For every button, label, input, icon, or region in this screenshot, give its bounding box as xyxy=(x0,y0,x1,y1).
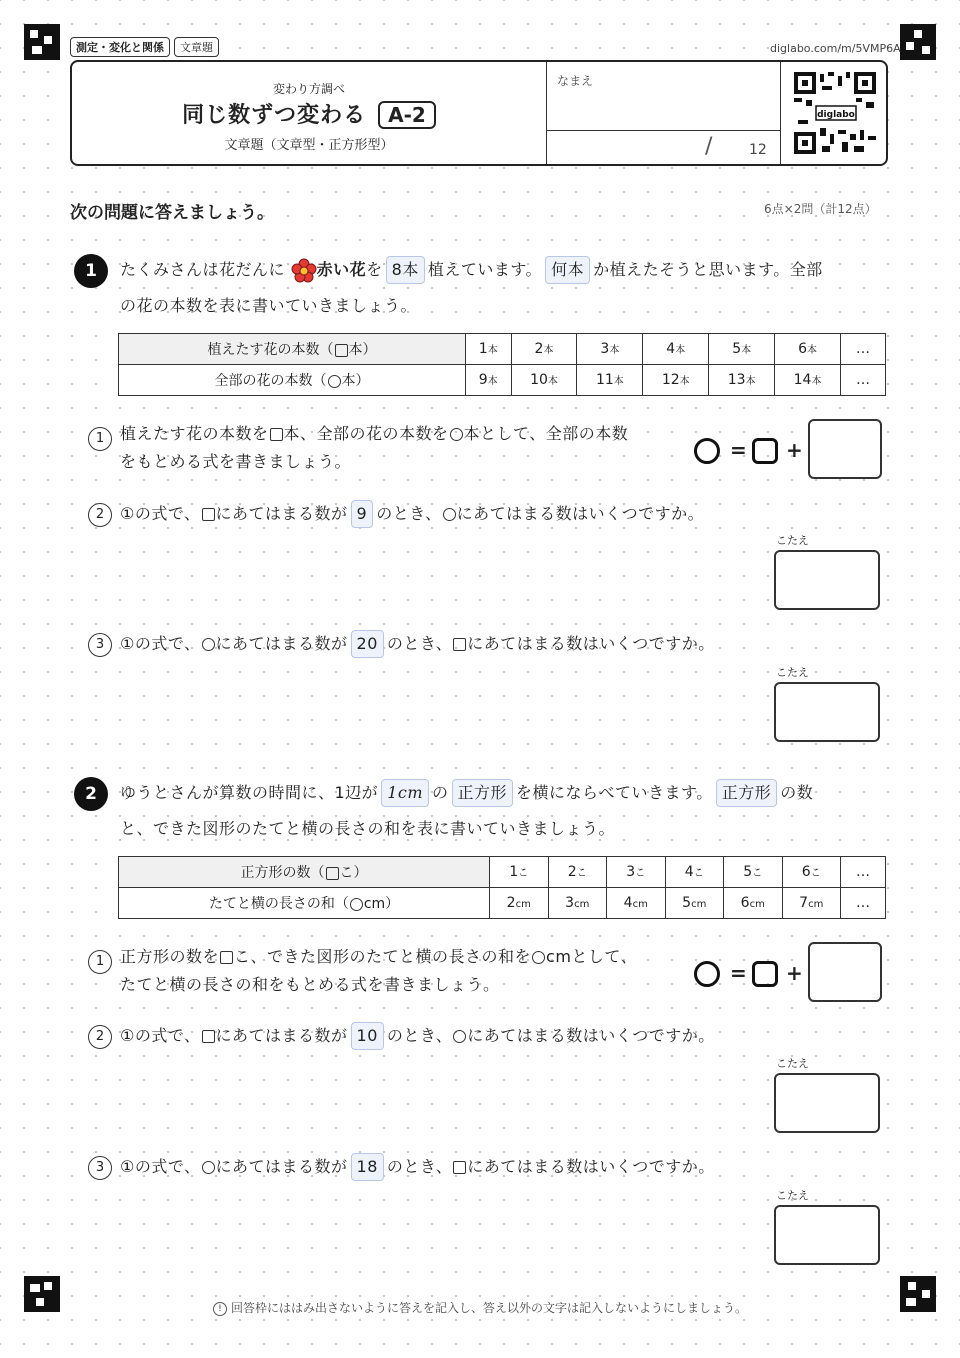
level-badge: A-2 xyxy=(378,101,436,129)
qr-label: diglabo xyxy=(817,110,855,120)
q2-shape-2: 正方形 xyxy=(716,779,778,807)
table-cell: 2本 xyxy=(511,334,577,365)
square-icon xyxy=(326,867,339,880)
q2-sub2-a: ①の式で、 xyxy=(120,1026,201,1045)
formula-square-icon xyxy=(752,961,778,987)
circle-icon xyxy=(453,1030,466,1043)
score-slash: / xyxy=(705,134,713,159)
q2-sub2-text xyxy=(120,1018,715,1054)
square-icon xyxy=(202,508,215,521)
flower-icon xyxy=(291,258,317,284)
table-cell: 5こ xyxy=(724,857,783,888)
page-title: 同じ数ずつ変わる xyxy=(182,103,367,128)
formula-square-icon xyxy=(752,438,778,464)
q2-sub1-answer-box[interactable] xyxy=(808,942,882,1002)
table-cell: 3cm xyxy=(548,888,607,919)
circle-icon xyxy=(328,375,341,388)
square-icon xyxy=(220,951,233,964)
table-cell: 5cm xyxy=(665,888,724,919)
q1-line1-a: たくみさんは花だんに xyxy=(120,260,286,279)
q1-row1-label-a: 植えたす花の本数（ xyxy=(207,342,334,358)
circle-icon xyxy=(202,638,215,651)
q2-sub2-d: にあてはまる数はいくつですか。 xyxy=(467,1026,715,1045)
q1-row1-label xyxy=(119,334,466,365)
tag-type: 文章題 xyxy=(174,37,219,57)
points-label: 6点×2問（計12点） xyxy=(764,202,877,216)
square-icon xyxy=(270,428,283,441)
q1-line1-c: 植えています。 xyxy=(427,260,543,279)
q1-sub1-text xyxy=(120,420,680,476)
table-row xyxy=(119,334,886,365)
q2-sub2-number: 2 xyxy=(88,1025,112,1049)
table-cell: 3本 xyxy=(577,334,643,365)
table-cell: 11本 xyxy=(577,365,643,396)
q1-sub3-c: のとき、 xyxy=(386,634,453,653)
table-cell: 4本 xyxy=(643,334,709,365)
table-cell: 1こ xyxy=(490,857,549,888)
q2-shape: 正方形 xyxy=(452,779,514,807)
q2-line1-b: の xyxy=(432,783,449,802)
score-total: 12 xyxy=(749,142,767,158)
q1-sub3-text xyxy=(120,626,715,662)
q2-sub2-value: 10 xyxy=(351,1022,384,1050)
category-tags xyxy=(70,36,223,57)
q1-table xyxy=(118,333,886,396)
q1-sub1-number: 1 xyxy=(88,427,112,451)
q2-sub1-line2: たてと横の長さの和をもとめる式を書きましょう。 xyxy=(120,975,500,994)
corner-marker-top-left xyxy=(24,24,60,60)
table-cell: 7cm xyxy=(782,888,841,919)
q2-table xyxy=(118,856,886,919)
q1-sub3-b: にあてはまる数が xyxy=(215,634,348,653)
q2-sub3-answer-box[interactable] xyxy=(774,1205,880,1265)
q2-sub3-b: にあてはまる数が xyxy=(215,1157,348,1176)
table-cell: 14本 xyxy=(775,365,841,396)
q1-sub2-a: ①の式で、 xyxy=(120,504,201,523)
table-row xyxy=(119,365,886,396)
table-cell: 4cm xyxy=(607,888,666,919)
table-cell: 5本 xyxy=(709,334,775,365)
q2-side-length: 1cm xyxy=(381,779,429,807)
warning-icon: ! xyxy=(213,1302,227,1316)
corner-marker-top-right xyxy=(900,24,936,60)
q2-sub1-b: こ、できた図形のたてと横の長さの和を xyxy=(234,947,532,966)
q1-row2-label-a: 全部の花の本数（ xyxy=(214,373,327,389)
footer-note xyxy=(0,1299,960,1316)
q1-sub1-line2: をもとめる式を書きましょう。 xyxy=(120,452,352,471)
q2-row2-label-a: たてと横の長さの和（ xyxy=(208,896,349,912)
qr-code-icon xyxy=(794,72,876,154)
q1-sub2-value: 9 xyxy=(351,500,374,528)
q2-sub3-c: のとき、 xyxy=(386,1157,453,1176)
table-cell-ellipsis: … xyxy=(841,888,886,919)
q2-sub2-b: にあてはまる数が xyxy=(215,1026,348,1045)
q2-sub1-a: 正方形の数を xyxy=(120,947,220,966)
q1-unknown: 何本 xyxy=(545,256,590,284)
table-row xyxy=(119,857,886,888)
q1-sub3-answer-box[interactable] xyxy=(774,682,880,742)
table-cell: 10本 xyxy=(511,365,577,396)
q1-row2-label xyxy=(119,365,466,396)
table-cell: 13本 xyxy=(709,365,775,396)
q2-sub1-c: cmとして、 xyxy=(546,947,638,966)
score-field[interactable] xyxy=(546,130,781,166)
header-subtitle: 変わり方調べ xyxy=(272,82,345,96)
table-cell: 1本 xyxy=(466,334,512,365)
question-1-number: 1 xyxy=(74,254,108,288)
table-cell: 2こ xyxy=(548,857,607,888)
q1-sub1-c: 本として、全部の本数 xyxy=(463,424,629,443)
q1-sub2-b: にあてはまる数が xyxy=(215,504,348,523)
circle-icon xyxy=(450,428,463,441)
q2-sub3-value: 18 xyxy=(351,1153,384,1181)
table-cell: 6本 xyxy=(775,334,841,365)
circle-icon xyxy=(202,1161,215,1174)
table-cell-ellipsis: … xyxy=(841,365,886,396)
q1-sub3-a: ①の式で、 xyxy=(120,634,201,653)
square-icon xyxy=(202,1030,215,1043)
q2-sub2-c: のとき、 xyxy=(386,1026,453,1045)
q1-sub3-d: にあてはまる数はいくつですか。 xyxy=(467,634,715,653)
tag-category: 測定・変化と関係 xyxy=(70,37,170,57)
q2-sub3-text xyxy=(120,1149,715,1185)
q1-sub1-answer-box[interactable] xyxy=(808,419,882,479)
q2-row1-label xyxy=(119,857,490,888)
header-title-row xyxy=(72,98,546,129)
q2-row2-label xyxy=(119,888,490,919)
instruction: 次の問題に答えましょう。 xyxy=(70,203,274,223)
formula-plus: + xyxy=(786,438,803,462)
q2-line1-d: の数 xyxy=(780,783,814,802)
table-row xyxy=(119,888,886,919)
flower-label: 赤い花 xyxy=(316,260,367,279)
q1-line1-d: か植えたそうと思います。全部 xyxy=(593,260,823,279)
question-2-number: 2 xyxy=(74,777,108,811)
answer-label: こたえ xyxy=(776,666,809,679)
q2-row2-label-b: cm） xyxy=(363,896,400,912)
answer-label: こたえ xyxy=(776,1189,809,1202)
answer-label: こたえ xyxy=(776,1057,809,1070)
name-field[interactable] xyxy=(546,62,781,131)
q2-row1-label-b: こ） xyxy=(339,865,368,881)
square-icon xyxy=(453,638,466,651)
q1-sub2-answer-box[interactable] xyxy=(774,550,880,610)
q1-sub3-value: 20 xyxy=(351,630,384,658)
q1-sub2-d: にあてはまる数はいくつですか。 xyxy=(456,504,705,523)
q1-row2-label-b: 本） xyxy=(341,373,370,389)
square-icon xyxy=(335,344,348,357)
q1-sub2-c: のとき、 xyxy=(376,504,442,523)
formula-equals: = xyxy=(730,961,747,985)
formula-circle-icon xyxy=(694,438,720,464)
table-cell: 9本 xyxy=(466,365,512,396)
q2-sub3-a: ①の式で、 xyxy=(120,1157,201,1176)
question-2-text-line1 xyxy=(120,775,900,811)
q2-sub1-number: 1 xyxy=(88,950,112,974)
answer-label: こたえ xyxy=(776,534,809,547)
table-cell: 3こ xyxy=(607,857,666,888)
circle-icon xyxy=(443,508,456,521)
q1-amount: 8本 xyxy=(386,256,425,284)
q1-sub1-b: 本、全部の花の本数を xyxy=(283,424,449,443)
table-cell: 12本 xyxy=(643,365,709,396)
q2-row1-label-a: 正方形の数（ xyxy=(240,865,325,881)
table-cell-ellipsis: … xyxy=(841,857,886,888)
table-cell: 2cm xyxy=(490,888,549,919)
q1-line1-b: を xyxy=(366,260,383,279)
q1-sub3-number: 3 xyxy=(88,633,112,657)
question-2-text-line2: と、できた図形のたてと横の長さの和を表に書いていきましょう。 xyxy=(120,819,616,838)
formula-equals: = xyxy=(730,438,747,462)
q2-sub2-answer-box[interactable] xyxy=(774,1073,880,1133)
header-type-label: 文章題（文章型・正方形型） xyxy=(224,138,394,153)
header-box xyxy=(70,60,888,166)
table-cell: 6こ xyxy=(782,857,841,888)
q1-sub2-text xyxy=(120,496,704,532)
table-cell: 6cm xyxy=(724,888,783,919)
table-cell-ellipsis: … xyxy=(841,334,886,365)
question-1-text-line1 xyxy=(120,252,900,288)
q2-line1-c: を横にならべていきます。 xyxy=(516,783,713,802)
q2-sub3-d: にあてはまる数はいくつですか。 xyxy=(467,1157,715,1176)
circle-icon xyxy=(532,951,545,964)
q2-sub1-text xyxy=(120,943,690,999)
name-label: なまえ xyxy=(557,74,594,88)
q1-row1-label-b: 本） xyxy=(348,342,377,358)
worksheet-url: diglabo.com/m/5VMP6A xyxy=(770,42,901,55)
question-1-text-line2: の花の本数を表に書いていきましょう。 xyxy=(120,296,418,315)
footer-text: 回答枠にははみ出さないように答えを記入し、答え以外の文字は記入しないようにしましょう。 xyxy=(230,1301,747,1315)
formula-plus: + xyxy=(786,961,803,985)
q1-sub1-a: 植えたす花の本数を xyxy=(120,424,269,443)
square-icon xyxy=(453,1161,466,1174)
table-cell: 4こ xyxy=(665,857,724,888)
q2-line1-a: ゆうとさんが算数の時間に、1辺が xyxy=(120,783,379,802)
q2-sub3-number: 3 xyxy=(88,1156,112,1180)
circle-icon xyxy=(350,898,363,911)
q1-sub2-number: 2 xyxy=(88,503,112,527)
formula-circle-icon xyxy=(694,961,720,987)
